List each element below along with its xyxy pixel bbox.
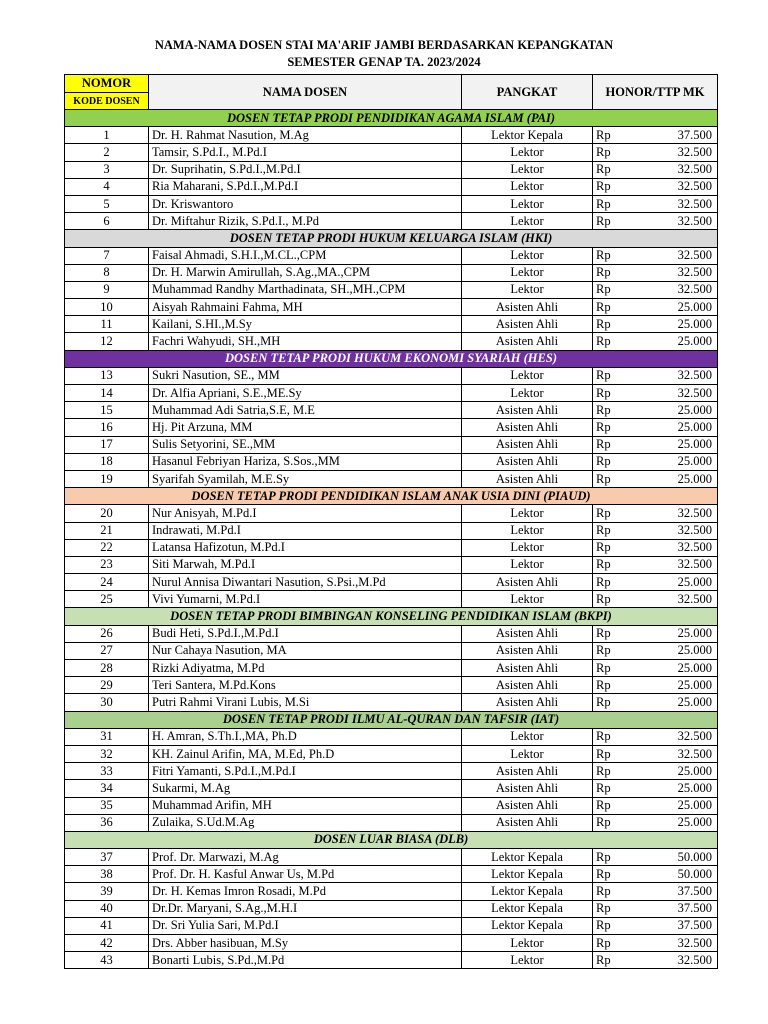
lecturer-name: Dr.Dr. Maryani, S.Ag.,M.H.I	[149, 900, 462, 917]
lecturer-name: Dr. Sri Yulia Sari, M.Pd.I	[149, 917, 462, 934]
table-row	[65, 367, 718, 384]
honor-amount: 25.000	[638, 780, 718, 797]
row-number: 27	[65, 642, 149, 659]
lecturer-name: Prof. Dr. H. Kasful Anwar Us, M.Pd	[149, 866, 462, 883]
lecturer-rank: Lektor	[462, 745, 593, 762]
row-number: 22	[65, 539, 149, 556]
lecturer-rank: Lektor Kepala	[462, 883, 593, 900]
currency-label: Rp	[593, 866, 638, 883]
lecturer-rank: Asisten Ahli	[462, 780, 593, 797]
currency-label: Rp	[593, 883, 638, 900]
honor-amount: 25.000	[638, 333, 718, 350]
lecturer-name: Prof. Dr. Marwazi, M.Ag	[149, 849, 462, 866]
lecturer-rank: Asisten Ahli	[462, 470, 593, 487]
lecturer-rank: Lektor	[462, 505, 593, 522]
currency-label: Rp	[593, 694, 638, 711]
row-number: 17	[65, 436, 149, 453]
lecturer-rank: Lektor	[462, 935, 593, 952]
currency-label: Rp	[593, 935, 638, 952]
table-row	[65, 660, 718, 677]
row-number: 18	[65, 453, 149, 470]
lecturer-name: Syarifah Syamilah, M.E.Sy	[149, 470, 462, 487]
honor-amount: 25.000	[638, 763, 718, 780]
row-number: 8	[65, 264, 149, 281]
header-pangkat: PANGKAT	[462, 75, 593, 110]
row-number: 19	[65, 470, 149, 487]
lecturer-name: Sulis Setyorini, SE.,MM	[149, 436, 462, 453]
row-number: 9	[65, 281, 149, 298]
currency-label: Rp	[593, 247, 638, 264]
lecturer-name: Bonarti Lubis, S.Pd.,M.Pd	[149, 952, 462, 969]
header-kode-dosen: KODE DOSEN	[65, 93, 149, 110]
row-number: 23	[65, 556, 149, 573]
table-row	[65, 642, 718, 659]
row-number: 16	[65, 419, 149, 436]
table-row	[65, 264, 718, 281]
lecturer-rank: Lektor	[462, 178, 593, 195]
table-row	[65, 952, 718, 969]
lecturer-name: Muhammad Adi Satria,S.E, M.E	[149, 402, 462, 419]
lecturer-name: Budi Heti, S.Pd.I.,M.Pd.I	[149, 625, 462, 642]
currency-label: Rp	[593, 436, 638, 453]
row-number: 20	[65, 505, 149, 522]
honor-amount: 25.000	[638, 797, 718, 814]
table-row	[65, 385, 718, 402]
header-honor: HONOR/TTP MK	[593, 75, 718, 110]
row-number: 40	[65, 900, 149, 917]
currency-label: Rp	[593, 264, 638, 281]
lecturer-name: Dr. Kriswantoro	[149, 195, 462, 212]
lecturer-rank: Asisten Ahli	[462, 436, 593, 453]
lecturer-rank: Asisten Ahli	[462, 814, 593, 831]
currency-label: Rp	[593, 849, 638, 866]
row-number: 13	[65, 367, 149, 384]
table-row	[65, 178, 718, 195]
lecturer-name: Vivi Yumarni, M.Pd.I	[149, 591, 462, 608]
honor-amount: 25.000	[638, 402, 718, 419]
table-row	[65, 522, 718, 539]
section-title: DOSEN LUAR BIASA (DLB)	[65, 831, 718, 848]
table-row	[65, 505, 718, 522]
row-number: 42	[65, 935, 149, 952]
lecturer-name: Drs. Abber hasibuan, M.Sy	[149, 935, 462, 952]
lecturer-rank: Asisten Ahli	[462, 625, 593, 642]
row-number: 1	[65, 127, 149, 144]
lecturer-table-body	[65, 75, 718, 969]
row-number: 3	[65, 161, 149, 178]
row-number: 30	[65, 694, 149, 711]
lecturer-name: KH. Zainul Arifin, MA, M.Ed, Ph.D	[149, 745, 462, 762]
lecturer-rank: Lektor	[462, 144, 593, 161]
honor-amount: 25.000	[638, 453, 718, 470]
honor-amount: 25.000	[638, 642, 718, 659]
row-number: 33	[65, 763, 149, 780]
table-row	[65, 849, 718, 866]
document-subtitle: SEMESTER GENAP TA. 2023/2024	[287, 55, 481, 69]
lecturer-name: Tamsir, S.Pd.I., M.Pd.I	[149, 144, 462, 161]
lecturer-name: Dr. H. Kemas Imron Rosadi, M.Pd	[149, 883, 462, 900]
row-number: 15	[65, 402, 149, 419]
currency-label: Rp	[593, 677, 638, 694]
lecturer-rank: Asisten Ahli	[462, 677, 593, 694]
row-number: 11	[65, 316, 149, 333]
row-number: 10	[65, 299, 149, 316]
lecturer-rank: Lektor	[462, 385, 593, 402]
honor-amount: 32.500	[638, 591, 718, 608]
currency-label: Rp	[593, 745, 638, 762]
table-row	[65, 299, 718, 316]
lecturer-rank: Lektor	[462, 556, 593, 573]
lecturer-name: Muhammad Randhy Marthadinata, SH.,MH.,CPM	[149, 281, 462, 298]
table-row	[65, 316, 718, 333]
table-row	[65, 574, 718, 591]
row-number: 36	[65, 814, 149, 831]
lecturer-name: Dr. Alfia Apriani, S.E.,ME.Sy	[149, 385, 462, 402]
lecturer-name: Dr. H. Marwin Amirullah, S.Ag.,MA.,CPM	[149, 264, 462, 281]
table-row	[65, 883, 718, 900]
lecturer-rank: Asisten Ahli	[462, 574, 593, 591]
honor-amount: 50.000	[638, 849, 718, 866]
lecturer-rank: Lektor Kepala	[462, 900, 593, 917]
lecturer-rank: Lektor	[462, 539, 593, 556]
honor-amount: 37.500	[638, 127, 718, 144]
honor-amount: 25.000	[638, 316, 718, 333]
row-number: 31	[65, 728, 149, 745]
currency-label: Rp	[593, 763, 638, 780]
row-number: 2	[65, 144, 149, 161]
row-number: 28	[65, 660, 149, 677]
currency-label: Rp	[593, 127, 638, 144]
table-row	[65, 935, 718, 952]
table-row	[65, 195, 718, 212]
currency-label: Rp	[593, 333, 638, 350]
header-row	[65, 75, 718, 93]
currency-label: Rp	[593, 281, 638, 298]
lecturer-name: Siti Marwah, M.Pd.I	[149, 556, 462, 573]
lecturer-rank: Asisten Ahli	[462, 402, 593, 419]
table-row	[65, 556, 718, 573]
row-number: 4	[65, 178, 149, 195]
row-number: 6	[65, 213, 149, 230]
honor-amount: 32.500	[638, 522, 718, 539]
row-number: 41	[65, 917, 149, 934]
table-row	[65, 745, 718, 762]
lecturer-rank: Asisten Ahli	[462, 453, 593, 470]
lecturer-name: Dr. H. Rahmat Nasution, M.Ag	[149, 127, 462, 144]
currency-label: Rp	[593, 213, 638, 230]
table-row	[65, 728, 718, 745]
lecturer-rank: Lektor	[462, 264, 593, 281]
lecturer-rank: Lektor	[462, 247, 593, 264]
table-row	[65, 694, 718, 711]
honor-amount: 32.500	[638, 556, 718, 573]
row-number: 25	[65, 591, 149, 608]
currency-label: Rp	[593, 780, 638, 797]
section-header-row	[65, 711, 718, 728]
honor-amount: 37.500	[638, 917, 718, 934]
row-number: 32	[65, 745, 149, 762]
honor-amount: 32.500	[638, 745, 718, 762]
table-row	[65, 161, 718, 178]
currency-label: Rp	[593, 917, 638, 934]
lecturer-rank: Lektor Kepala	[462, 917, 593, 934]
currency-label: Rp	[593, 453, 638, 470]
lecturer-rank: Asisten Ahli	[462, 694, 593, 711]
honor-amount: 32.500	[638, 178, 718, 195]
currency-label: Rp	[593, 797, 638, 814]
honor-amount: 32.500	[638, 505, 718, 522]
honor-amount: 25.000	[638, 299, 718, 316]
section-title: DOSEN TETAP PRODI ILMU AL-QURAN DAN TAFSIR (IAT)	[65, 711, 718, 728]
currency-label: Rp	[593, 591, 638, 608]
lecturer-name: Faisal Ahmadi, S.H.I.,M.CL.,CPM	[149, 247, 462, 264]
table-row	[65, 247, 718, 264]
honor-amount: 32.500	[638, 161, 718, 178]
honor-amount: 25.000	[638, 419, 718, 436]
currency-label: Rp	[593, 556, 638, 573]
lecturer-rank: Asisten Ahli	[462, 642, 593, 659]
table-row	[65, 281, 718, 298]
currency-label: Rp	[593, 419, 638, 436]
lecturer-rank: Asisten Ahli	[462, 763, 593, 780]
row-number: 14	[65, 385, 149, 402]
currency-label: Rp	[593, 728, 638, 745]
lecturer-rank: Lektor	[462, 367, 593, 384]
currency-label: Rp	[593, 299, 638, 316]
table-row	[65, 866, 718, 883]
lecturer-name: Dr. Miftahur Rizik, S.Pd.I., M.Pd	[149, 213, 462, 230]
currency-label: Rp	[593, 625, 638, 642]
section-title: DOSEN TETAP PRODI HUKUM KELUARGA ISLAM (HKI)	[65, 230, 718, 247]
section-title: DOSEN TETAP PRODI BIMBINGAN KONSELING PENDIDIKAN ISLAM (BKPI)	[65, 608, 718, 625]
lecturer-table	[64, 74, 718, 969]
lecturer-rank: Lektor	[462, 213, 593, 230]
table-row	[65, 900, 718, 917]
section-header-row	[65, 831, 718, 848]
lecturer-name: Sukri Nasution, SE., MM	[149, 367, 462, 384]
honor-amount: 25.000	[638, 625, 718, 642]
honor-amount: 32.500	[638, 935, 718, 952]
row-number: 39	[65, 883, 149, 900]
honor-amount: 32.500	[638, 385, 718, 402]
lecturer-rank: Lektor Kepala	[462, 849, 593, 866]
row-number: 37	[65, 849, 149, 866]
honor-amount: 25.000	[638, 814, 718, 831]
table-row	[65, 917, 718, 934]
currency-label: Rp	[593, 195, 638, 212]
honor-amount: 37.500	[638, 883, 718, 900]
section-title: DOSEN TETAP PRODI PENDIDIKAN ISLAM ANAK USIA DINI (PIAUD)	[65, 488, 718, 505]
lecturer-name: Nur Anisyah, M.Pd.I	[149, 505, 462, 522]
table-row	[65, 591, 718, 608]
currency-label: Rp	[593, 178, 638, 195]
table-row	[65, 539, 718, 556]
currency-label: Rp	[593, 367, 638, 384]
currency-label: Rp	[593, 161, 638, 178]
section-header-row	[65, 350, 718, 367]
section-title: DOSEN TETAP PRODI PENDIDIKAN AGAMA ISLAM (PAI)	[65, 110, 718, 127]
lecturer-name: H. Amran, S.Th.I.,MA, Ph.D	[149, 728, 462, 745]
lecturer-name: Muhammad Arifin, MH	[149, 797, 462, 814]
row-number: 29	[65, 677, 149, 694]
honor-amount: 25.000	[638, 436, 718, 453]
lecturer-name: Putri Rahmi Virani Lubis, M.Si	[149, 694, 462, 711]
table-row	[65, 677, 718, 694]
lecturer-name: Fachri Wahyudi, SH.,MH	[149, 333, 462, 350]
lecturer-rank: Lektor	[462, 281, 593, 298]
currency-label: Rp	[593, 900, 638, 917]
honor-amount: 25.000	[638, 694, 718, 711]
document-title: NAMA-NAMA DOSEN STAI MA'ARIF JAMBI BERDASARKAN KEPANGKATAN	[154, 38, 614, 52]
header-nomor: NOMOR	[65, 75, 149, 93]
lecturer-name: Teri Santera, M.Pd.Kons	[149, 677, 462, 694]
currency-label: Rp	[593, 952, 638, 969]
lecturer-rank: Lektor	[462, 952, 593, 969]
currency-label: Rp	[593, 402, 638, 419]
lecturer-name: Nur Cahaya Nasution, MA	[149, 642, 462, 659]
lecturer-rank: Asisten Ahli	[462, 333, 593, 350]
lecturer-name: Sukarmi, M.Ag	[149, 780, 462, 797]
row-number: 43	[65, 952, 149, 969]
lecturer-name: Kailani, S.HI.,M.Sy	[149, 316, 462, 333]
honor-amount: 32.500	[638, 247, 718, 264]
honor-amount: 32.500	[638, 144, 718, 161]
currency-label: Rp	[593, 539, 638, 556]
lecturer-rank: Lektor	[462, 161, 593, 178]
honor-amount: 37.500	[638, 900, 718, 917]
lecturer-name: Hasanul Febriyan Hariza, S.Sos.,MM	[149, 453, 462, 470]
honor-amount: 32.500	[638, 213, 718, 230]
lecturer-name: Fitri Yamanti, S.Pd.I.,M.Pd.I	[149, 763, 462, 780]
honor-amount: 25.000	[638, 574, 718, 591]
currency-label: Rp	[593, 814, 638, 831]
lecturer-rank: Lektor	[462, 195, 593, 212]
currency-label: Rp	[593, 660, 638, 677]
lecturer-rank: Asisten Ahli	[462, 316, 593, 333]
lecturer-name: Dr. Suprihatin, S.Pd.I.,M.Pd.I	[149, 161, 462, 178]
lecturer-rank: Asisten Ahli	[462, 797, 593, 814]
honor-amount: 25.000	[638, 660, 718, 677]
row-number: 7	[65, 247, 149, 264]
lecturer-name: Ria Maharani, S.Pd.I.,M.Pd.I	[149, 178, 462, 195]
lecturer-name: Zulaika, S.Ud.M.Ag	[149, 814, 462, 831]
table-row	[65, 453, 718, 470]
section-header-row	[65, 110, 718, 127]
lecturer-rank: Lektor	[462, 591, 593, 608]
currency-label: Rp	[593, 316, 638, 333]
honor-amount: 32.500	[638, 367, 718, 384]
currency-label: Rp	[593, 642, 638, 659]
currency-label: Rp	[593, 144, 638, 161]
honor-amount: 32.500	[638, 952, 718, 969]
lecturer-name: Hj. Pit Arzuna, MM	[149, 419, 462, 436]
lecturer-rank: Lektor	[462, 728, 593, 745]
lecturer-rank: Lektor	[462, 522, 593, 539]
currency-label: Rp	[593, 522, 638, 539]
honor-amount: 32.500	[638, 539, 718, 556]
table-row	[65, 144, 718, 161]
table-row	[65, 419, 718, 436]
honor-amount: 32.500	[638, 195, 718, 212]
table-row	[65, 763, 718, 780]
section-title: DOSEN TETAP PRODI HUKUM EKONOMI SYARIAH (HES)	[65, 350, 718, 367]
lecturer-name: Aisyah Rahmaini Fahma, MH	[149, 299, 462, 316]
table-row	[65, 213, 718, 230]
section-header-row	[65, 488, 718, 505]
lecturer-rank: Asisten Ahli	[462, 299, 593, 316]
table-row	[65, 436, 718, 453]
table-row	[65, 333, 718, 350]
currency-label: Rp	[593, 385, 638, 402]
row-number: 21	[65, 522, 149, 539]
honor-amount: 50.000	[638, 866, 718, 883]
lecturer-name: Nurul Annisa Diwantari Nasution, S.Psi.,M.Pd	[149, 574, 462, 591]
currency-label: Rp	[593, 505, 638, 522]
table-row	[65, 402, 718, 419]
row-number: 34	[65, 780, 149, 797]
currency-label: Rp	[593, 574, 638, 591]
honor-amount: 32.500	[638, 728, 718, 745]
lecturer-rank: Asisten Ahli	[462, 419, 593, 436]
lecturer-name: Rizki Adiyatma, M.Pd	[149, 660, 462, 677]
header-nama-dosen: NAMA DOSEN	[149, 75, 462, 110]
lecturer-name: Indrawati, M.Pd.I	[149, 522, 462, 539]
lecturer-rank: Lektor Kepala	[462, 866, 593, 883]
row-number: 26	[65, 625, 149, 642]
honor-amount: 25.000	[638, 470, 718, 487]
row-number: 5	[65, 195, 149, 212]
lecturer-rank: Asisten Ahli	[462, 660, 593, 677]
honor-amount: 32.500	[638, 264, 718, 281]
section-header-row	[65, 608, 718, 625]
table-row	[65, 625, 718, 642]
row-number: 35	[65, 797, 149, 814]
table-row	[65, 814, 718, 831]
row-number: 24	[65, 574, 149, 591]
table-row	[65, 797, 718, 814]
row-number: 12	[65, 333, 149, 350]
honor-amount: 32.500	[638, 281, 718, 298]
lecturer-rank: Lektor Kepala	[462, 127, 593, 144]
table-row	[65, 470, 718, 487]
lecturer-name: Latansa Hafizotun, M.Pd.I	[149, 539, 462, 556]
table-row	[65, 780, 718, 797]
row-number: 38	[65, 866, 149, 883]
honor-amount: 25.000	[638, 677, 718, 694]
table-row	[65, 127, 718, 144]
currency-label: Rp	[593, 470, 638, 487]
section-header-row	[65, 230, 718, 247]
